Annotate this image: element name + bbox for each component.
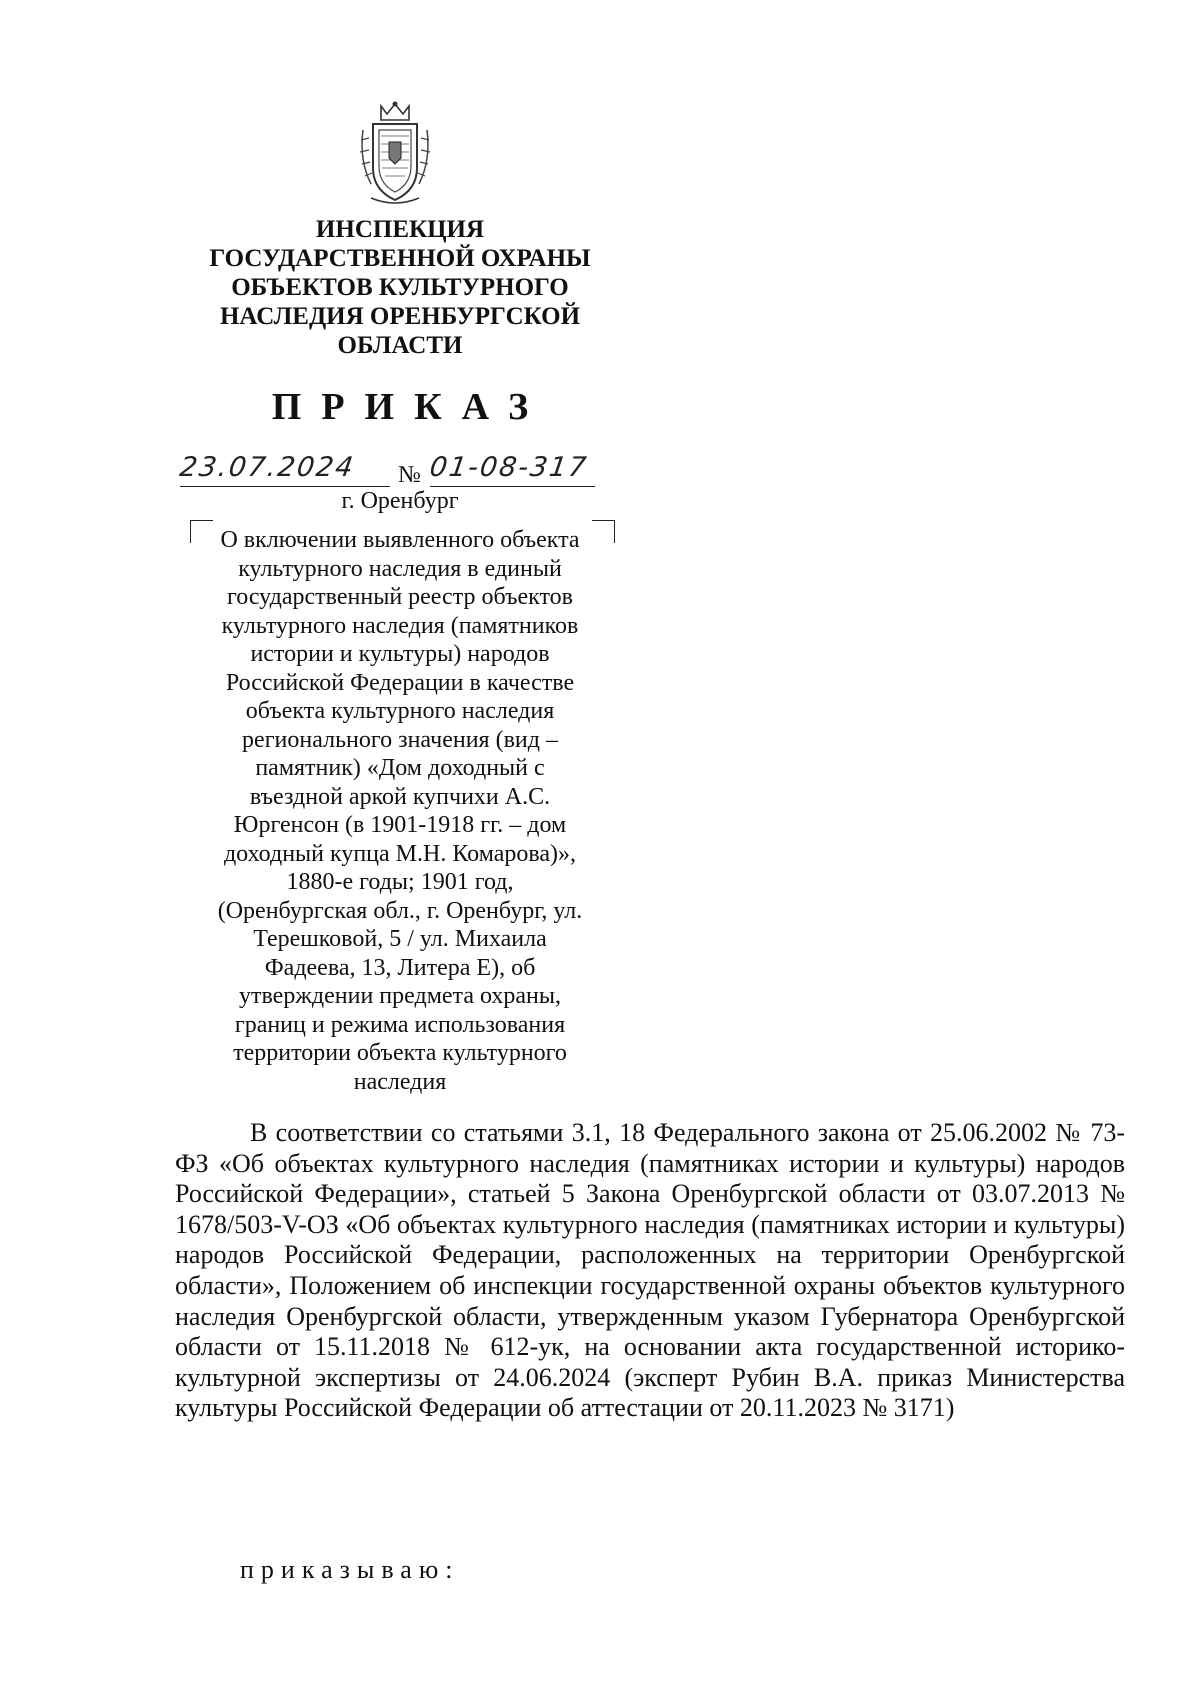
subject-line: Терешковой, 5 / ул. Михаила [253, 926, 547, 952]
organization-name [140, 215, 660, 360]
document-type-title: ПРИКАЗ [271, 386, 549, 428]
subject-line: утверждении предмета охраны, [239, 983, 561, 1009]
subject-line: территории объекта культурного [233, 1040, 567, 1066]
date-underline [180, 486, 390, 487]
subject-line: объекта культурного наследия [245, 698, 555, 724]
subject-line: культурного наследия (памятников [221, 612, 579, 639]
handwritten-number: 01-08-317 [427, 452, 590, 483]
subject-line: Российской Федерации в качестве [225, 669, 575, 696]
subject-line: доходный купца М.Н. Комарова)», [223, 840, 577, 867]
subject-line: О включении выявленного объекта [220, 527, 580, 553]
handwritten-date: 23.07.2024 [177, 452, 357, 483]
org-line: НАСЛЕДИЯ ОРЕНБУРГСКОЙ [219, 303, 581, 330]
date-number-line [177, 450, 600, 488]
subject-line: Юргенсон (в 1901-1918 гг. – дом [233, 812, 567, 838]
subject-line: государственный реестр объектов [226, 584, 574, 610]
subject-line: наследия [353, 1068, 447, 1095]
subject-line: границ и режима использования [234, 1011, 566, 1038]
order-subject [200, 526, 600, 1096]
number-sign: № [398, 462, 421, 488]
org-line: ИНСПЕКЦИЯ [315, 216, 485, 243]
preamble-paragraph: В соответствии со статьями 3.1, 18 Федерального закона от 25.06.2002 № 73-ФЗ «Об объектах культурного наследия (памятниках истории и культуры) народов Российской Федерации», статьей 5 Закона Оренбургской области от 03.07.2013 № 1678/503-V-ОЗ «Об объектах культурного наследия (памятниках истории и культуры) народов Российской Федерации, расположенных на территории Оренбургской области», Положением об инспекции государственной охраны объектов культурного наследия Оренбургской области, утвержденным указом Губернатора Оренбургской области от 15.11.2018 № 612-ук, на основании акта государственной историко-культурной экспертизы от 24.06.2024 (эксперт Рубин В.А. приказ Министерства культуры Российской Федерации об аттестации от 20.11.2023 № 3171) [175, 1118, 1125, 1423]
number-underline [430, 486, 595, 487]
org-line: ОБЪЕКТОВ КУЛЬТУРНОГО [231, 274, 569, 301]
subject-line: памятник) «Дом доходный с [255, 755, 545, 781]
subject-line: регионального значения (вид – [242, 726, 558, 753]
city-label: г. Оренбург [341, 488, 459, 514]
subject-line: истории и культуры) народов [250, 641, 550, 667]
subject-line: 1880-е годы; 1901 год, [286, 869, 514, 895]
org-line: ГОСУДАРСТВЕННОЙ ОХРАНЫ [209, 245, 591, 272]
subject-line: Фадеева, 13, Литера Е), об [264, 954, 536, 981]
order-verb: приказываю: [240, 1555, 460, 1584]
coat-of-arms-icon [355, 100, 435, 210]
subject-line: (Оренбургская обл., г. Оренбург, ул. [217, 897, 583, 924]
org-line: ОБЛАСТИ [337, 332, 463, 359]
subject-line: въездной аркой купчихи А.С. [249, 783, 551, 810]
subject-line: культурного наследия в единый [238, 555, 562, 582]
